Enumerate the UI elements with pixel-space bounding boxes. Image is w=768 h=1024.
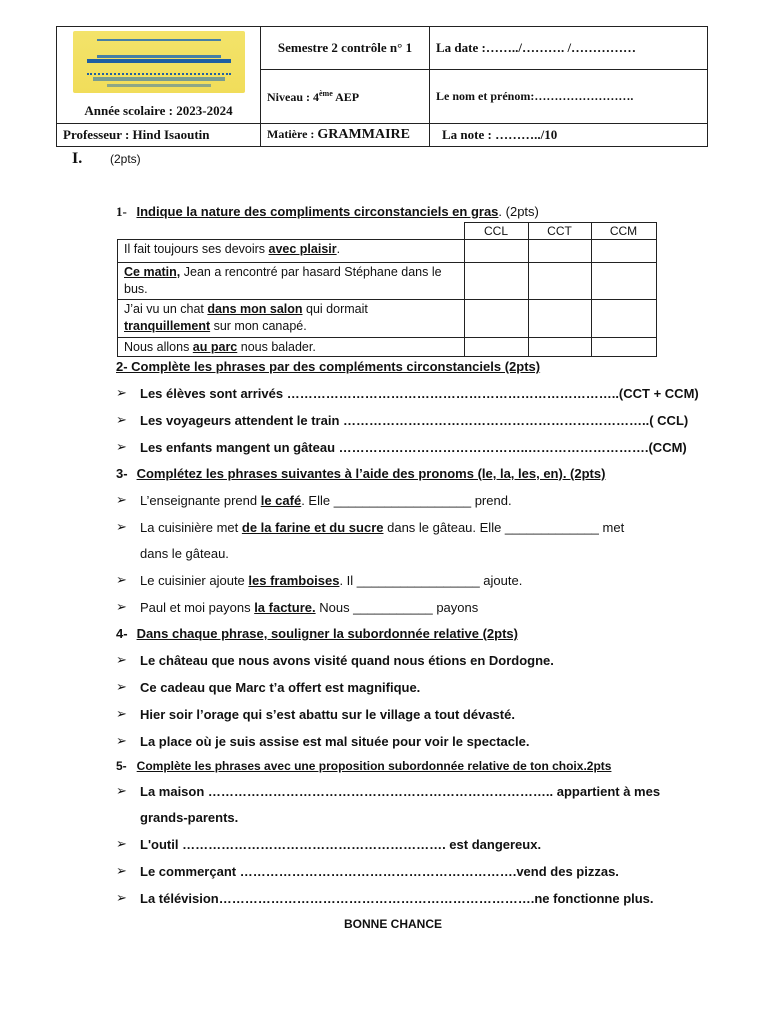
- q5-item-cont: grands-parents.: [140, 810, 239, 825]
- logo-cell: [57, 27, 261, 124]
- arrow-icon: ➢: [116, 863, 127, 878]
- arrow-icon: ➢: [116, 439, 127, 454]
- arrow-icon: ➢: [116, 492, 127, 507]
- arrow-icon: ➢: [116, 679, 127, 694]
- q4-item: Hier soir l’orage qui s’est abattu sur le village a tout dévasté.: [140, 707, 515, 722]
- q5-heading: 5- Complète les phrases avec une proposition subordonnée relative de ton choix.2pts: [116, 759, 612, 773]
- q1-heading: 1- Indique la nature des compliments circonstanciels en gras. (2pts): [116, 204, 539, 219]
- arrow-icon: ➢: [116, 836, 127, 851]
- q4-heading: 4- Dans chaque phrase, souligner la subordonnée relative (2pts): [116, 626, 518, 641]
- name-field: Le nom et prénom:…………………….: [430, 70, 708, 124]
- table-row: Nous allons au parc nous balader.: [118, 338, 657, 357]
- answer-cell[interactable]: [591, 300, 656, 338]
- col-header: CCT: [528, 223, 591, 240]
- q5-item: L'outil ……………………………………………………. est dangereux.: [140, 837, 542, 852]
- header-table: [56, 26, 708, 147]
- answer-cell[interactable]: [591, 338, 656, 357]
- answer-cell[interactable]: [528, 338, 591, 357]
- arrow-icon: ➢: [116, 385, 127, 400]
- school-year: Année scolaire : 2023-2024: [84, 103, 233, 118]
- q2-item: Les enfants mangent un gâteau ……………………………………..……………………….(CCM): [140, 440, 687, 455]
- answer-cell[interactable]: [464, 338, 528, 357]
- q5-item: Le commerçant ……………………………………………………….vend des pizzas.: [140, 864, 619, 879]
- answer-cell[interactable]: [528, 263, 591, 300]
- answer-cell[interactable]: [528, 240, 591, 263]
- q3-item-cont: dans le gâteau.: [140, 546, 229, 561]
- q3-item: L’enseignante prend le café. Elle ___________________ prend.: [140, 493, 512, 508]
- arrow-icon: ➢: [116, 599, 127, 614]
- closing-message: BONNE CHANCE: [344, 917, 443, 931]
- arrow-icon: ➢: [116, 706, 127, 721]
- q5-item: La maison …………………………………………………………………….. appartient à mes: [140, 784, 661, 799]
- q5-item: La télévision……………………………………………………………….ne fonctionne plus.: [140, 891, 654, 906]
- q3-heading: 3- Complétez les phrases suivantes à l’aide des pronoms (le, la, les, en). (2pts): [116, 466, 606, 481]
- subject-field: Matière : GRAMMAIRE: [261, 124, 430, 147]
- section-numeral: I.: [72, 150, 83, 167]
- arrow-icon: ➢: [116, 412, 127, 427]
- q4-item: Le château que nous avons visité quand nous étions en Dordogne.: [140, 653, 554, 668]
- arrow-icon: ➢: [116, 890, 127, 905]
- arrow-icon: ➢: [116, 733, 127, 748]
- school-logo: [73, 31, 245, 93]
- section-points: (2pts): [110, 152, 141, 166]
- table-row: J’ai vu un chat dans mon salon qui dormait tranquillement sur mon canapé.: [118, 300, 657, 338]
- answer-cell[interactable]: [528, 300, 591, 338]
- arrow-icon: ➢: [116, 519, 127, 534]
- answer-cell[interactable]: [464, 300, 528, 338]
- answer-cell[interactable]: [464, 263, 528, 300]
- arrow-icon: ➢: [116, 572, 127, 587]
- q4-item: La place où je suis assise est mal située pour voir le spectacle.: [140, 734, 530, 749]
- arrow-icon: ➢: [116, 652, 127, 667]
- arrow-icon: ➢: [116, 783, 127, 798]
- q4-item: Ce cadeau que Marc t’a offert est magnifique.: [140, 680, 421, 695]
- answer-cell[interactable]: [464, 240, 528, 263]
- grade-field: La note : ………../10: [430, 124, 708, 147]
- answer-cell[interactable]: [591, 263, 656, 300]
- nature-table: [117, 222, 657, 357]
- q3-item: La cuisinière met de la farine et du sucre dans le gâteau. Elle _____________ met: [140, 520, 625, 535]
- answer-cell[interactable]: [591, 240, 656, 263]
- q2-item: Les élèves sont arrivés …………………………………………………………………..(CCT + CCM): [140, 386, 699, 401]
- q3-item: Paul et moi payons la facture. Nous ___________ payons: [140, 600, 479, 615]
- q3-item: Le cuisinier ajoute les framboises. Il _________________ ajoute.: [140, 573, 523, 588]
- table-row: Il fait toujours ses devoirs avec plaisir.: [118, 240, 657, 263]
- table-row: Ce matin, Jean a rencontré par hasard Stéphane dans le bus.: [118, 263, 657, 300]
- col-header: CCM: [591, 223, 656, 240]
- teacher-field: Professeur : Hind Isaoutin: [57, 124, 261, 147]
- semester-title: Semestre 2 contrôle n° 1: [261, 27, 430, 70]
- date-field: La date :……../………. /……………: [430, 27, 708, 70]
- q2-item: Les voyageurs attendent le train ……………………………………………………………..( CCL): [140, 413, 689, 428]
- q2-heading: 2- Complète les phrases par des compléments circonstanciels (2pts): [116, 359, 541, 374]
- level-field: Niveau : 4ème AEP: [261, 70, 430, 124]
- col-header: CCL: [464, 223, 528, 240]
